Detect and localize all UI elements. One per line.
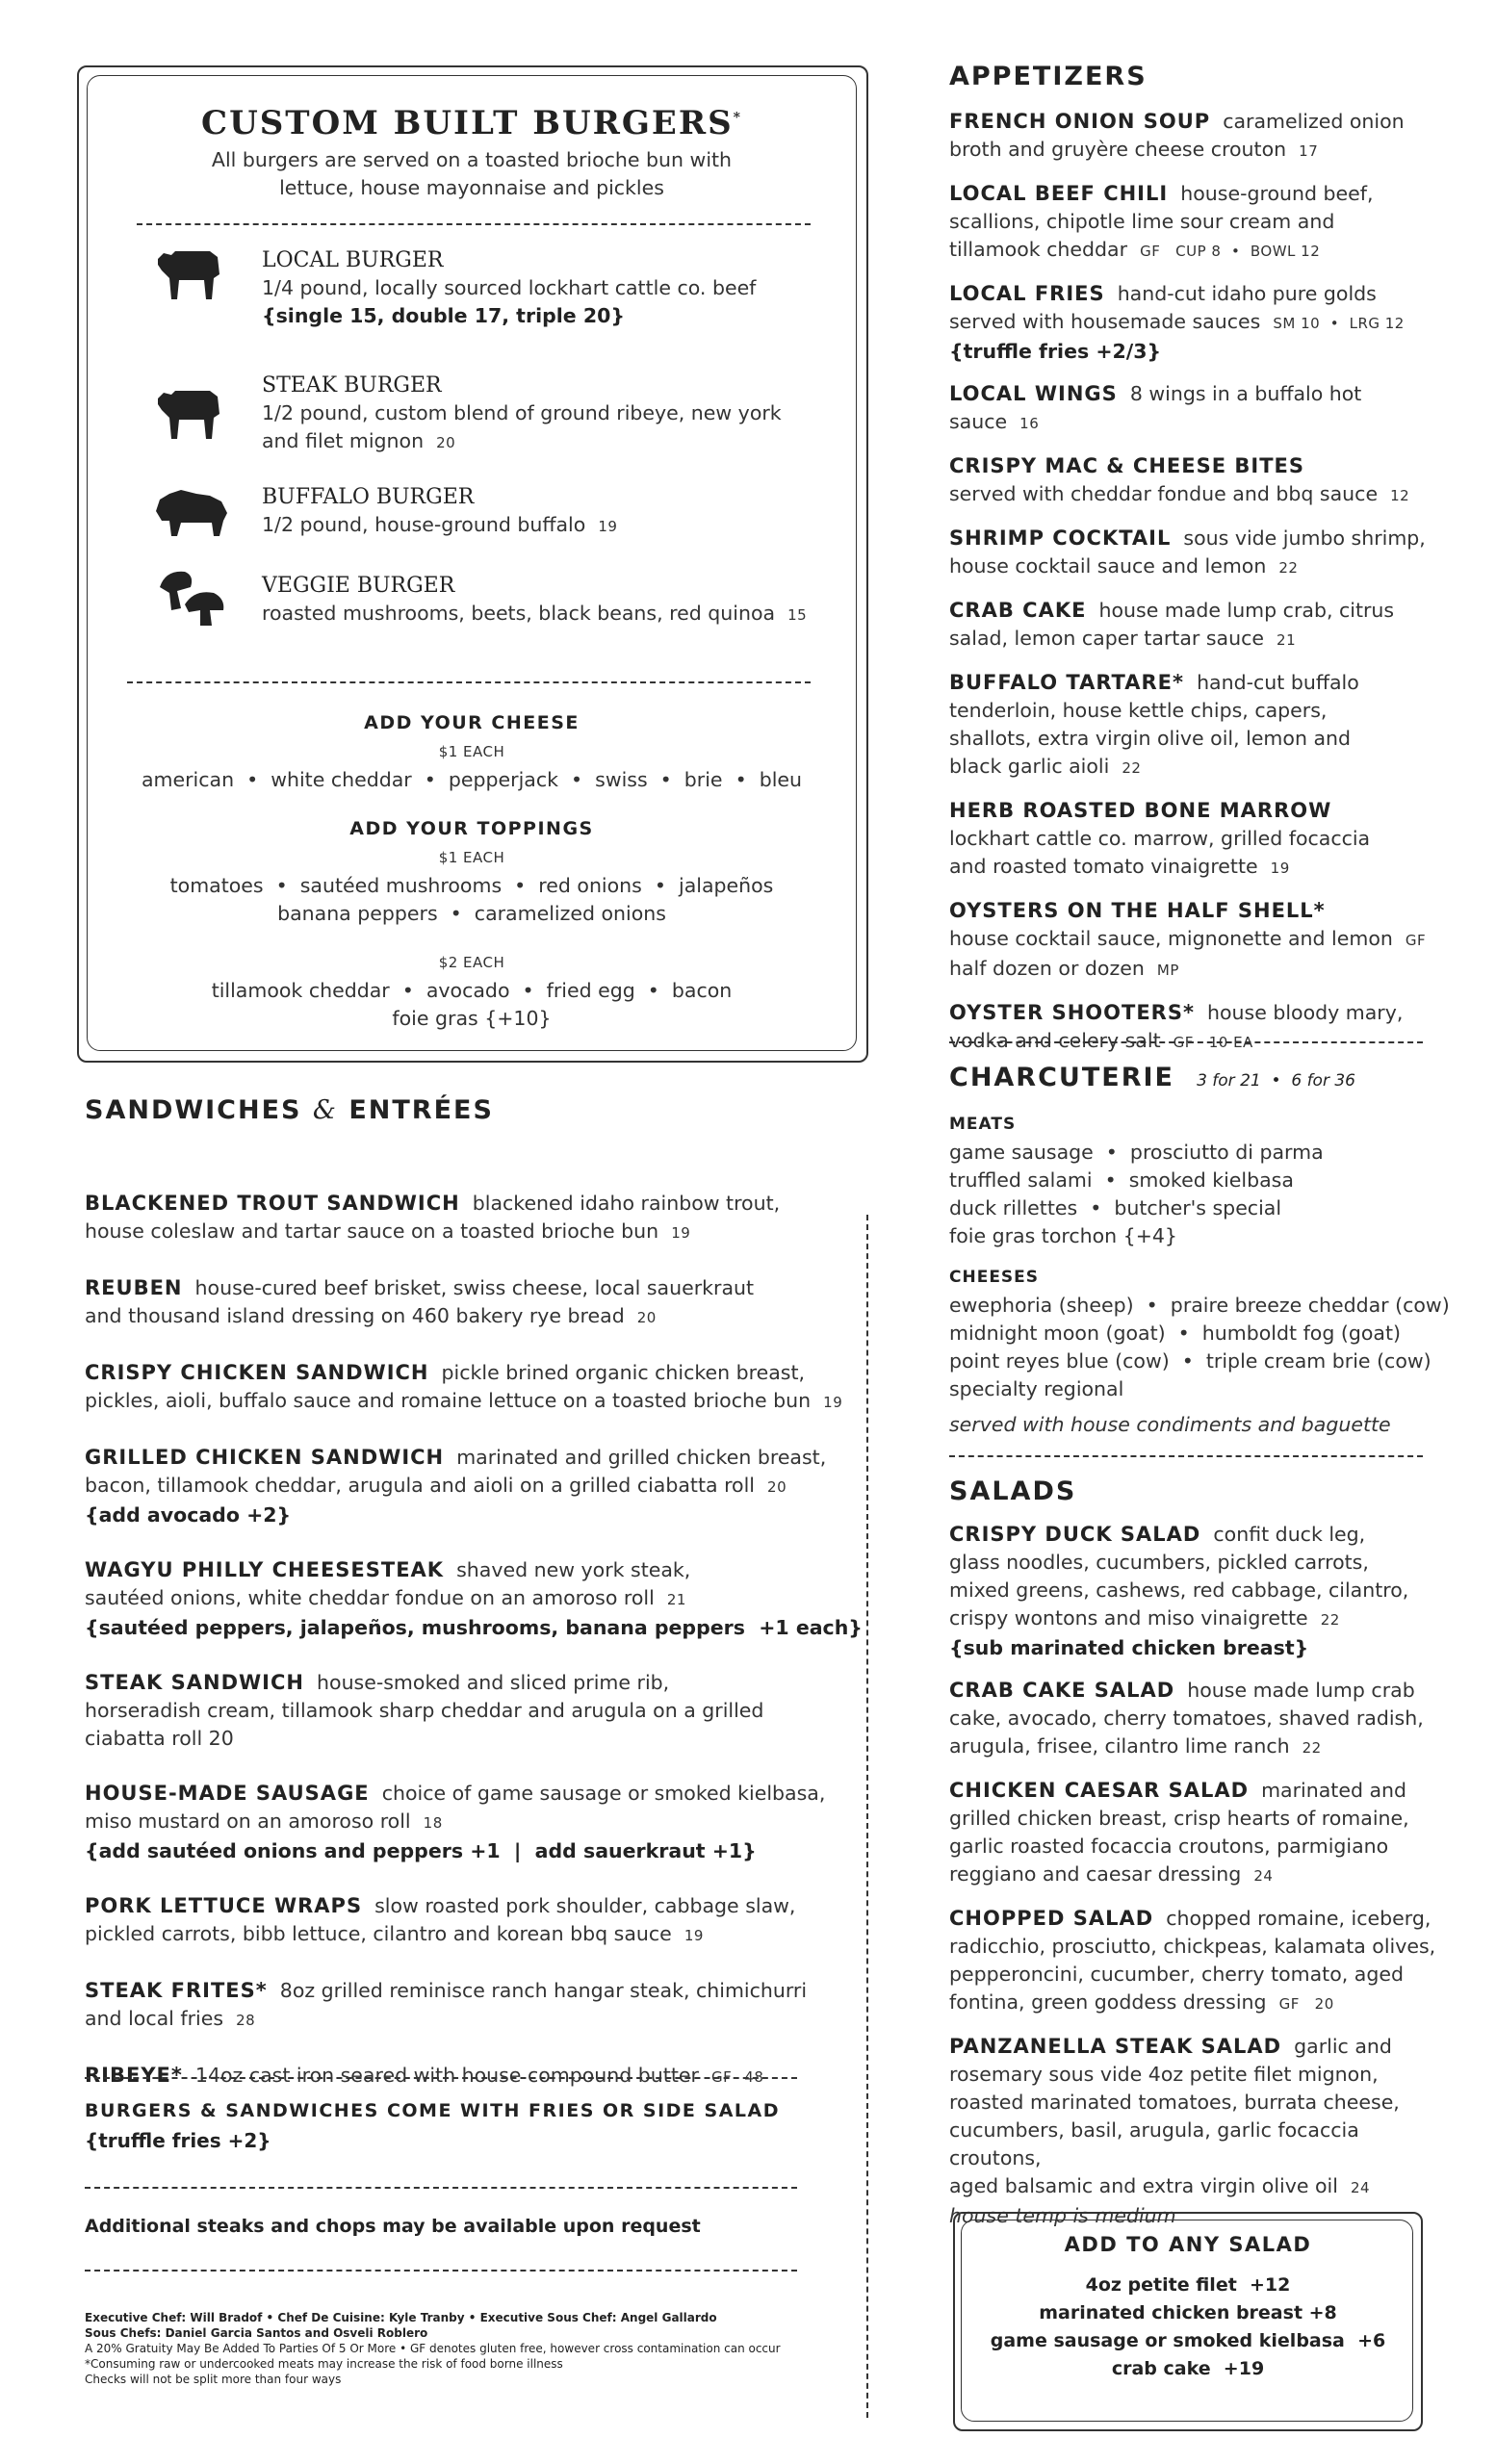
steaks-note: Additional steaks and chops may be available upon request xyxy=(85,2216,701,2237)
mushroom-icon xyxy=(156,566,229,629)
charcuterie-header: CHARCUTERIE 3 for 21 • 6 for 36 xyxy=(949,1063,1355,1092)
cheese-list: american • white cheddar • pepperjack • swiss • brie • bleu xyxy=(141,768,803,791)
menu-item: PANZANELLA STEAK SALAD garlic and rosemary sous vide 4oz petite filet mignon, roasted marinated tomatoes, burrata cheese, cucumbers, basil, arugula, garlic focaccia croutons, aged balsamic and extra virgin olive oil 24 house temp is medium xyxy=(949,2035,1400,2227)
burger-desc: and filet mignon 20 xyxy=(262,429,456,452)
burger-item xyxy=(262,572,807,629)
toppings-list-1b: banana peppers • caramelized onions xyxy=(277,902,666,925)
addons-list: 4oz petite filet +12 marinated chicken breast +8 game sausage or smoked kielbasa +6 crab cake +19 xyxy=(990,2274,1386,2379)
divider xyxy=(85,2270,797,2272)
burgers-subtitle-2: lettuce, house mayonnaise and pickles xyxy=(279,176,664,199)
menu-item: LOCAL FRIES hand-cut idaho pure golds served with housemade sauces SM 10 • LRG 12 {truffle fries +2/3} xyxy=(949,282,1405,363)
appetizers-list xyxy=(949,108,1450,1057)
menu-item: SHRIMP COCKTAIL sous vide jumbo shrimp, house cocktail sauce and lemon 22 xyxy=(949,526,1426,578)
toppings-title: ADD YOUR TOPPINGS xyxy=(349,818,594,839)
toppings-list-1a: tomatoes • sautéed mushrooms • red onions • jalapeños xyxy=(169,874,774,897)
menu-item: CHICKEN CAESAR SALAD marinated and grilled chicken breast, crisp hearts of romaine, garlic roasted focaccia croutons, parmigiano reggiano and caesar dressing 24 xyxy=(949,1779,1409,1886)
burger-desc: roasted mushrooms, beets, black beans, red quinoa 15 xyxy=(262,602,808,625)
salads-title: SALADS xyxy=(949,1476,1077,1506)
menu-item: STEAK FRITES* 8oz grilled reminisce ranch hangar steak, chimichurri and local fries 28 xyxy=(85,1979,808,2030)
burger-item xyxy=(262,483,617,541)
appetizers-title: APPETIZERS xyxy=(949,62,1148,91)
menu-item: CRISPY CHICKEN SANDWICH pickle brined organic chicken breast, pickles, aioli, buffalo sauce and romaine lettuce on a toasted brioche bun 19 xyxy=(85,1361,843,1412)
sides-note: BURGERS & SANDWICHES COME WITH FRIES OR SIDE SALAD xyxy=(85,2100,780,2121)
toppings-price-1: $1 EACH xyxy=(438,849,505,866)
menu-item: OYSTERS ON THE HALF SHELL* house cocktail sauce, mignonette and lemon GF half dozen or dozen MP xyxy=(949,899,1427,980)
menu-item: WAGYU PHILLY CHEESESTEAK shaved new york steak, sautéed onions, white cheddar fondue on an amoroso roll 21 {sautéed peppers, jalapeños, mushrooms, banana peppers +1 each} xyxy=(85,1558,863,1639)
menu-item: LOCAL WINGS 8 wings in a buffalo hot sauce 16 xyxy=(949,382,1362,433)
burgers-subtitle-1: All burgers are served on a toasted brioche bun with xyxy=(211,148,733,171)
menu-item: CRISPY DUCK SALAD confit duck leg, glass noodles, cucumbers, pickled carrots, mixed greens, cashews, red cabbage, cilantro, crispy wontons and miso vinaigrette 22 {sub marinated chicken breast} xyxy=(949,1523,1409,1659)
divider xyxy=(85,2077,797,2079)
menu-item: STEAK SANDWICH house-smoked and sliced prime rib, horseradish cream, tillamook sharp cheddar and arugula on a grilled ciabatta roll 20 xyxy=(85,1671,764,1750)
burger-name: STEAK BURGER xyxy=(262,373,442,398)
sandwiches-title: SANDWICHES & ENTRÉES xyxy=(85,1095,494,1125)
menu-item: CRAB CAKE SALAD house made lump crab cake, avocado, cherry tomatoes, shaved radish, arugula, frisee, cilantro lime ranch 22 xyxy=(949,1679,1424,1758)
burger-name: VEGGIE BURGER xyxy=(262,574,455,598)
menu-item: CRAB CAKE house made lump crab, citrus salad, lemon caper tartar sauce 21 xyxy=(949,599,1395,650)
menu-item: PORK LETTUCE WRAPS slow roasted pork shoulder, cabbage slaw, pickled carrots, bibb lettuce, cilantro and korean bbq sauce 19 xyxy=(85,1894,796,1945)
burger-item xyxy=(262,372,782,457)
buffalo-icon xyxy=(152,486,231,540)
cheese-price: $1 EACH xyxy=(438,743,505,760)
divider xyxy=(127,681,811,683)
menu-item: HOUSE-MADE SAUSAGE choice of game sausage or smoked kielbasa, miso mustard on an amoroso roll 18 {add sautéed onions and peppers +1 | add sauerkraut +1} xyxy=(85,1782,826,1862)
burger-item xyxy=(262,246,756,330)
divider xyxy=(85,2187,797,2189)
toppings-list-2a: tillamook cheddar • avocado • fried egg • bacon xyxy=(211,979,733,1002)
divider xyxy=(949,1041,1423,1043)
footer: Executive Chef: Will Bradof • Chef De Cuisine: Kyle Tranby • Executive Sous Chef: Angel Gallardo Sous Chefs: Daniel Garcia Santos and Osveli Roblero A 20% Gratuity May Be Added To Parties Of 5 Or More • GF denotes gluten free, however cross contamination can occur *Consuming raw or undercooked meats may increase the risk of food borne illness Checks will not be split more than four ways xyxy=(85,2311,781,2386)
menu-item: FRENCH ONION SOUP caramelized onion broth and gruyère cheese crouton 17 xyxy=(949,110,1405,161)
charcuterie-list: MEATS game sausage • prosciutto di parma truffled salami • smoked kielbasa duck rillettes • butcher's special foie gras torchon {+4} CHEESES ewephoria (sheep) • praire breeze cheddar (cow) midnight moon (goat) • humboldt fog (goat) point reyes blue (cow) • triple cream brie (cow) specialty regional served with house condiments and baguette xyxy=(949,1115,1450,1436)
menu-item: HERB ROASTED BONE MARROW lockhart cattle co. marrow, grilled focaccia and roasted tomato vinaigrette 19 xyxy=(949,799,1371,878)
burger-desc: 1/2 pound, house-ground buffalo 19 xyxy=(262,513,618,536)
menu-item: CRISPY MAC & CHEESE BITES served with cheddar fondue and bbq sauce 12 xyxy=(949,454,1410,505)
burger-name: BUFFALO BURGER xyxy=(262,485,475,509)
menu-item: BLACKENED TROUT SANDWICH blackened idaho rainbow trout, house coleslaw and tartar sauce on a toasted brioche bun 19 xyxy=(85,1192,781,1243)
toppings-list-2b: foie gras {+10} xyxy=(392,1007,552,1030)
cow-icon xyxy=(154,385,223,445)
menu-item: RIBEYE* 14oz cast iron seared with house compound butter GF 48 xyxy=(85,2064,764,2087)
menu-item: OYSTER SHOOTERS* house bloody mary, vodka and celery salt GF 10 EA xyxy=(949,1001,1404,1052)
menu-item: REUBEN house-cured beef brisket, swiss cheese, local sauerkraut and thousand island dressing on 460 bakery rye bread 20 xyxy=(85,1276,755,1327)
divider xyxy=(137,223,811,225)
menu-item: CHOPPED SALAD chopped romaine, iceberg, radicchio, prosciutto, chickpeas, kalamata olives, pepperoncini, cucumber, cherry tomato, aged fontina, green goddess dressing GF 20 xyxy=(949,1907,1436,2014)
burger-desc: 1/4 pound, locally sourced lockhart cattle co. beef xyxy=(262,276,757,299)
menu-item: GRILLED CHICKEN SANDWICH marinated and grilled chicken breast, bacon, tillamook cheddar, arugula and aioli on a grilled ciabatta roll 20 {add avocado +2} xyxy=(85,1446,827,1527)
sandwiches-list xyxy=(85,1190,863,2092)
burger-extra: {single 15, double 17, triple 20} xyxy=(262,304,625,327)
column-divider xyxy=(866,1215,868,2418)
burger-desc: 1/2 pound, custom blend of ground ribeye, new york xyxy=(262,401,782,424)
addons-title: ADD TO ANY SALAD xyxy=(1064,2233,1312,2256)
divider xyxy=(949,1455,1423,1457)
burger-name: LOCAL BURGER xyxy=(262,248,444,272)
cheese-title: ADD YOUR CHEESE xyxy=(364,712,580,733)
menu-item: LOCAL BEEF CHILI house-ground beef, scallions, chipotle lime sour cream and tillamook cheddar GF CUP 8 • BOWL 12 xyxy=(949,182,1374,261)
toppings-price-2: $2 EACH xyxy=(438,954,505,971)
sides-note-extra: {truffle fries +2} xyxy=(85,2129,271,2152)
burgers-title: CUSTOM BUILT BURGERS* xyxy=(201,104,742,142)
salads-list xyxy=(949,1521,1450,2230)
menu-item: BUFFALO TARTARE* hand-cut buffalo tenderloin, house kettle chips, capers, shallots, extra virgin olive oil, lemon and black garlic aioli 22 xyxy=(949,671,1359,778)
cow-icon xyxy=(154,245,223,305)
